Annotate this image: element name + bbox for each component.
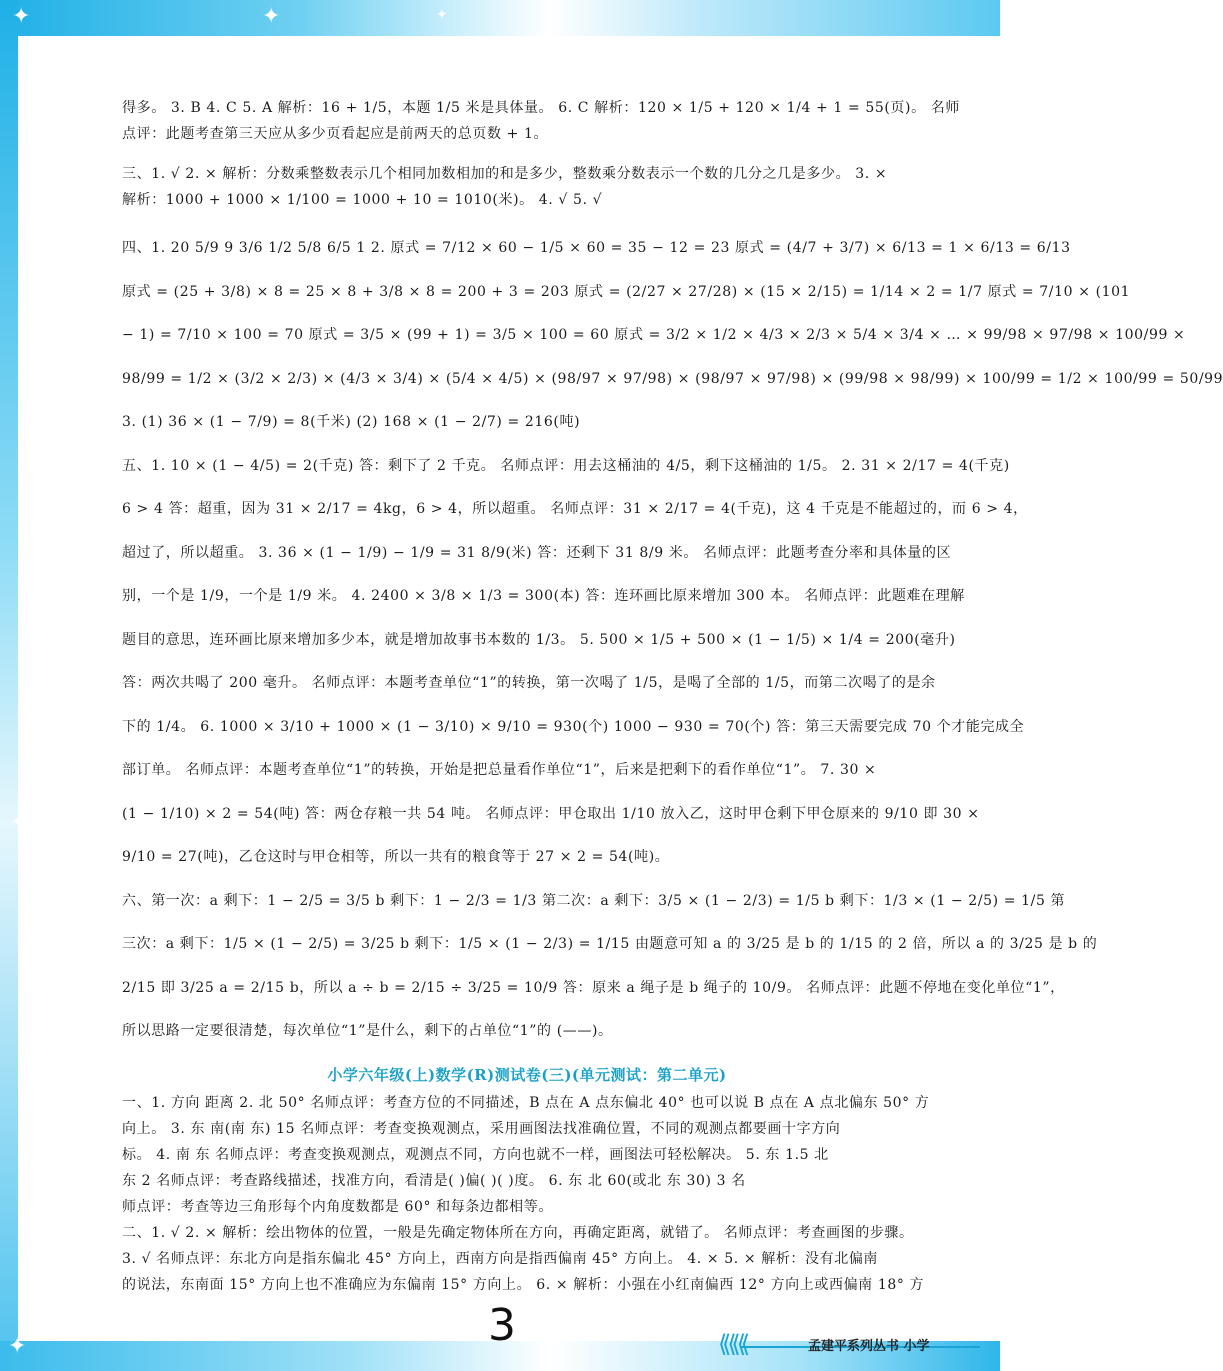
text-line: 六、第一次：a 剩下：1 − 2/5 = 3/5 b 剩下：1 − 2/3 = 1/3 第二次：a 剩下：3/5 × (1 − 2/3) = 1/5 b 剩下：1/3 × (1 − 2/5) = 1/5 第 [122, 892, 1066, 909]
text-line: 二、1. √ 2. × 解析：绘出物体的位置，一般是先确定物体所在方向，再确定距离，就错了。 名师点评：考查画图的步骤。 [122, 1224, 914, 1241]
text-line: 师点评：考查等边三角形每个内角度数都是 60° 和每条边都相等。 [122, 1198, 553, 1215]
text-line: 9/10 = 27(吨)，乙仓这时与甲仓相等，所以一共有的粮食等于 27 × 2 = 54(吨)。 [122, 849, 670, 865]
text-line: 点评：此题考查第三天应从多少页看起应是前两天的总页数 + 1。 [122, 126, 549, 142]
text-line: − 1) = 7/10 × 100 = 70 原式 = 3/5 × (99 + 1) = 3/5 × 100 = 60 原式 = 3/2 × 1/2 × 4/3 × 2/3 × 5/4 × 3/4 × … × 99/98 × 97/98 × 100/99 × [122, 327, 1186, 343]
text-line: 所以思路一定要很清楚，每次单位“1”是什么，剩下的占单位“1”的 (——)。 [122, 1023, 613, 1039]
sparkle-icon: ✦ [10, 810, 29, 835]
text-line: (1 − 1/10) × 2 = 54(吨) 答：两仓存粮一共 54 吨。 名师点评：甲仓取出 1/10 放入乙，这时甲仓剩下甲仓原来的 9/10 即 30 × [122, 805, 980, 822]
text-line: 三次：a 剩下：1/5 × (1 − 2/5) = 3/25 b 剩下：1/5 × (1 − 2/3) = 1/15 由题意可知 a 的 3/25 是 b 的 1/15 的 2 倍，所以 a 的 3/25 是 b 的 [122, 936, 1098, 952]
text-line: 题目的意思，连环画比原来增加多少本，就是增加故事书本数的 1/3。 5. 500 × 1/5 + 500 × (1 − 1/5) × 1/4 = 200(毫升) [122, 631, 956, 648]
text-line: 3. √ 名师点评：东北方向是指东偏北 45° 方向上，西南方向是指西偏南 45° 方向上。 4. × 5. × 解析：没有北偏南 [122, 1250, 879, 1267]
answer-content [122, 95, 1223, 1298]
text-line: 98/99 = 1/2 × (3/2 × 2/3) × (4/3 × 3/4) × (5/4 × 4/5) × (98/97 × 97/98) × (98/97 × 97/98) × (99/98 × 98/99) × 100/99 = 1/2 × 100/99 = 50/99 [122, 370, 1223, 387]
sparkle-icon: ✦ [12, 4, 31, 29]
text-line: 解析：1000 + 1000 × 1/100 = 1000 + 10 = 1010(米)。 4. √ 5. √ [122, 192, 603, 208]
left-border [0, 0, 18, 1371]
text-line: 原式 = (25 + 3/8) × 8 = 25 × 8 + 3/8 × 8 = 200 + 3 = 203 原式 = (2/27 × 27/28) × (15 × 2/15) = 1/14 × 2 = 1/7 原式 = 7/10 × (101 [122, 283, 1131, 300]
sparkle-icon: ✦ [8, 1334, 27, 1359]
arrow-icon: ⟪⟪⟪ [718, 1330, 747, 1358]
text-line: 答：两次共喝了 200 毫升。 名师点评：本题考查单位“1”的转换，第一次喝了 1/5，是喝了全部的 1/5，而第二次喝了的是余 [122, 675, 936, 691]
text-line: 的说法，东南面 15° 方向上也不准确应为东偏南 15° 方向上。 6. × 解析：小强在小红南偏西 12° 方向上或西偏南 18° 方 [122, 1276, 925, 1293]
text-line: 五、1. 10 × (1 − 4/5) = 2(千克) 答：剩下了 2 千克。 名师点评：用去这桶油的 4/5，剩下这桶油的 1/5。 2. 31 × 2/17 = 4(千克) [122, 457, 1010, 474]
text-line: 标。 4. 南 东 名师点评：考查变换观测点，观测点不同，方向也就不一样，画图法可轻松解决。 5. 东 1.5 北 [122, 1146, 829, 1163]
text-line: 别，一个是 1/9，一个是 1/9 米。 4. 2400 × 3/8 × 1/3 = 300(本) 答：连环画比原来增加 300 本。 名师点评：此题难在理解 [122, 588, 965, 604]
sparkle-icon: ✦ [436, 7, 448, 23]
text-line: 东 2 名师点评：考查路线描述，找准方向，看清是( )偏( )( )度。 6. 东 北 60(或北 东 30) 3 名 [122, 1172, 746, 1189]
text-line: 下的 1/4。 6. 1000 × 3/10 + 1000 × (1 − 3/10) × 9/10 = 930(个) 1000 − 930 = 70(个) 答：第三天需要完成 70 个才能完成全 [122, 718, 1025, 735]
text-line: 三、1. √ 2. × 解析：分数乘整数表示几个相同加数相加的和是多少，整数乘分数表示一个数的几分之几是多少。 3. × [122, 166, 888, 182]
text-line: 部订单。 名师点评：本题考查单位“1”的转换，开始是把总量看作单位“1”，后来是把剩下的看作单位“1”。 7. 30 × [122, 762, 877, 778]
text-line: 得多。 3. B 4. C 5. A 解析：16 + 1/5，本题 1/5 米是具体量。 6. C 解析：120 × 1/5 + 120 × 1/4 + 1 = 55(页)。 名师 [122, 100, 960, 116]
text-line: 3. (1) 36 × (1 − 7/9) = 8(千米) (2) 168 × (1 − 2/7) = 216(吨) [122, 414, 581, 430]
text-line: 向上。 3. 东 南(南 东) 15 名师点评：考查变换观测点，采用画图法找准确位置，不同的观测点都要画十字方向 [122, 1120, 841, 1137]
text-line: 6 > 4 答：超重，因为 31 × 2/17 = 4kg，6 > 4，所以超重。 名师点评：31 × 2/17 = 4(千克)，这 4 千克是不能超过的，而 6 > 4， [122, 501, 1028, 517]
text-line: 一、1. 方向 距离 2. 北 50° 名师点评：考查方位的不同描述，B 点在 A 点东偏北 40° 也可以说 B 点在 A 点北偏东 50° 方 [122, 1094, 930, 1111]
text-line: 2/15 即 3/25 a = 2/15 b，所以 a ÷ b = 2/15 ÷ 3/25 = 10/9 答：原来 a 绳子是 b 绳子的 10/9。 名师点评：此题不停地在变化单位“1”， [122, 979, 1065, 996]
page-number: 3 [488, 1300, 516, 1351]
section-title: 小学六年级(上)数学(R)测试卷(三)(单元测试：第二单元) [327, 1065, 727, 1084]
text-line: 超过了，所以超重。 3. 36 × (1 − 1/9) − 1/9 = 31 8/9(米) 答：还剩下 31 8/9 米。 名师点评：此题考查分率和具体量的区 [122, 544, 952, 561]
sparkle-icon: ✦ [262, 4, 281, 29]
top-border [0, 0, 1000, 36]
series-label: 孟建平系列丛书 小学 [808, 1339, 930, 1354]
text-line: 四、1. 20 5/9 9 3/6 1/2 5/8 6/5 1 2. 原式 = 7/12 × 60 − 1/5 × 60 = 35 − 12 = 23 原式 = (4/7 + 3/7) × 6/13 = 1 × 6/13 = 6/13 [122, 240, 1071, 256]
